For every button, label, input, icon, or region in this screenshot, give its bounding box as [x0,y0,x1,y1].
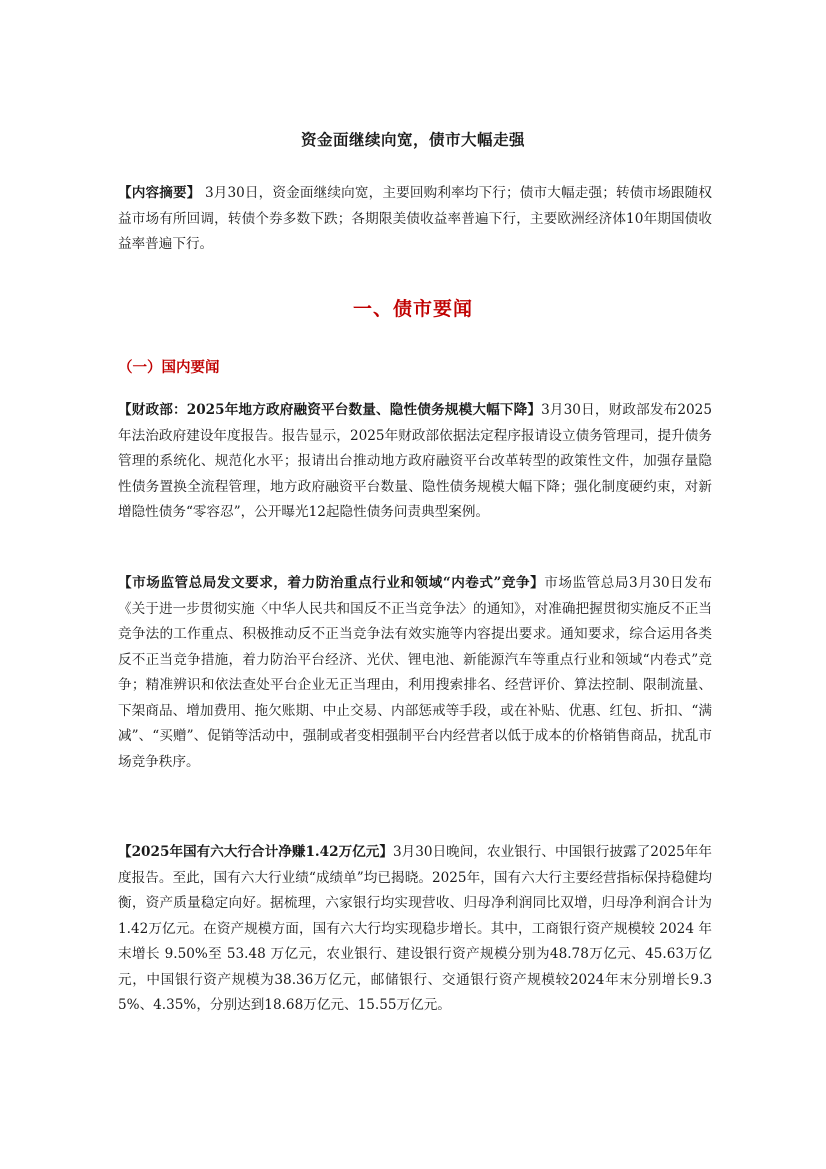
news-title: 【财政部：2025年地方政府融资平台数量、隐性债务规模大幅下降】 [118,402,542,418]
document-title: 资金面继续向宽，债市大幅走强 [300,130,525,149]
news-body: 3月30日，财政部发布2025年法治政府建设年度报告。报告显示，2025年财政部依据法定程序报请设立债务管理司，提升债务管理的系统化、规范化水平；报请出台推动地方政府融资平台改革转型的政策性文件，加强存量隐性债务置换全流程管理，地方政府融资平台数量、隐性债务规模大幅下降；强化制度硬约束，对新增隐性债务“零容忍”，公开曝光12起隐性债务问责典型案例。 [118,402,712,520]
news-item [118,840,712,1019]
news-item [118,398,712,526]
summary-text: 3月30日，资金面继续向宽，主要回购利率均下行；债市大幅走强；转债市场跟随权益市场有所回调，转债个券多数下跌；各期限美债收益率普遍下行，主要欧洲经济体10年期国债收益率普遍下行。 [118,185,713,252]
news-title: 【2025年国有六大行合计净赚1.42万亿元】 [118,844,393,860]
sub-heading: （一）国内要闻 [118,359,220,376]
summary-paragraph [118,181,712,258]
section-heading: 一、债市要闻 [352,298,473,320]
news-body: 市场监管总局3月30日发布《关于进一步贯彻实施〈中华人民共和国反不正当竞争法〉的通知》，对准确把握贯彻实施反不正当竞争法的工作重点、积极推动反不正当竞争法有效实施等内容提出要求。通知要求，综合运用各类反不正当竞争措施，着力防治平台经济、光伏、锂电池、新能源汽车等重点行业和领域“内卷式”竞争；精准辨识和依法查处平台企业无正当理由，利用搜索排名、经营评价、算法控制、限制流量、下架商品、增加费用、拖欠账期、中止交易、内部惩戒等手段，或在补贴、优惠、红包、折扣、“满减”、“买赠”、促销等活动中，强制或者变相强制平台内经营者以低于成本的价格销售商品，扰乱市场竞争秩序。 [118,575,712,770]
news-item [118,571,712,775]
news-body: 3月30日晚间，农业银行、中国银行披露了2025年年度报告。至此，国有六大行业绩“成绩单”均已揭晓。2025年，国有六大行主要经营指标保持稳健均衡，资产质量稳定向好。据梳理，六家银行均实现营收、归母净利润同比双增，归母净利润合计为1.42万亿元。在资产规模方面，国有六大行均实现稳步增长。其中，工商银行资产规模较 2024 年末增长 9.50%至 53.48 万亿元，农业银行、建设银行资产规模分别为48.78万亿元、45.63万亿元，中国银行资产规模为38.36万亿元，邮储银行、交通银行资产规模较2024年末分别增长9.35%、4.35%，分别达到18.68万亿元、15.55万亿元。 [118,844,712,1013]
summary-label: 【内容摘要】 [118,185,201,201]
news-title: 【市场监管总局发文要求，着力防治重点行业和领域“内卷式”竞争】 [118,575,545,591]
